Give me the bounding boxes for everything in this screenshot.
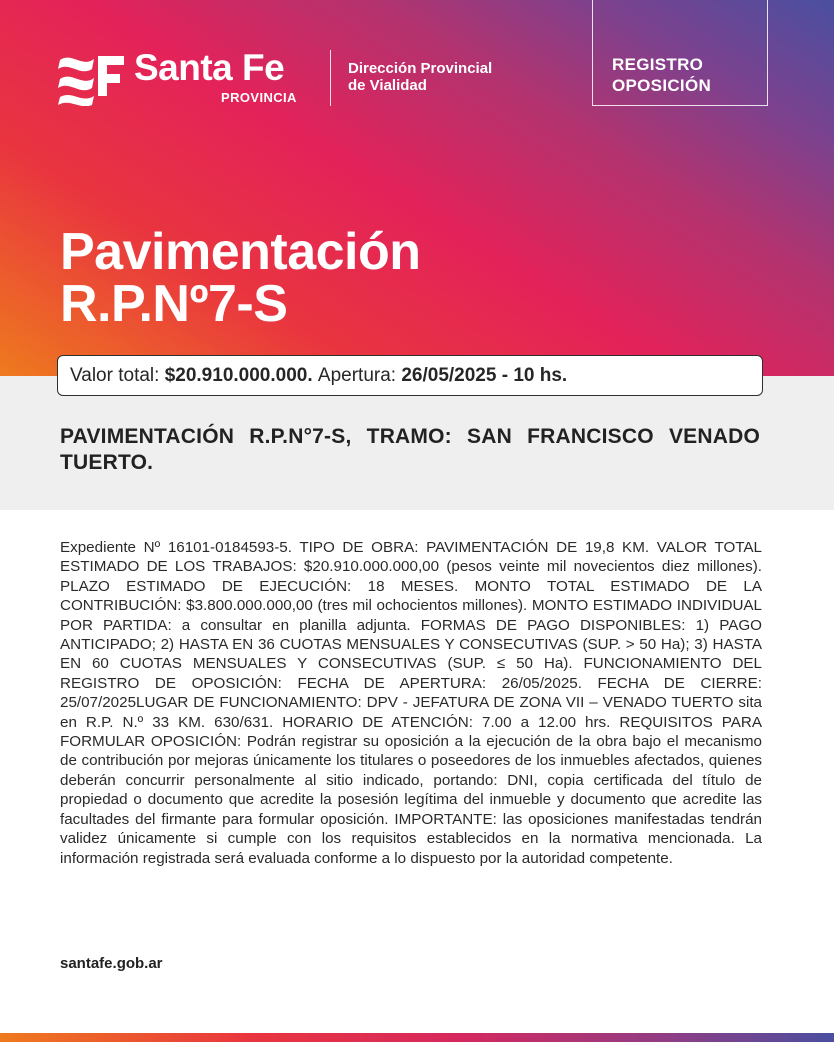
value-summary-box [57, 355, 763, 396]
agency-line-2: de Vialidad [348, 77, 427, 94]
santa-fe-stripes-icon [58, 50, 124, 106]
agency-name [348, 60, 492, 94]
registro-line-2: OPOSICIÓN [612, 76, 712, 95]
footer-gradient-bar [0, 1033, 834, 1042]
header-divider [330, 50, 331, 106]
value-amount: $20.910.000.000. [164, 364, 313, 386]
registro-line-1: REGISTRO [612, 55, 704, 74]
opening-date: 26/05/2025 - 10 hs. [401, 364, 568, 386]
project-subheading: PAVIMENTACIÓN R.P.N°7-S, TRAMO: SAN FRANCISCO VENADO TUERTO. [60, 425, 760, 474]
brand-name: Santa Fe [134, 47, 285, 88]
brand-subtitle: PROVINCIA [221, 90, 297, 105]
page-title [60, 223, 421, 333]
opening-label: Apertura: [317, 364, 397, 386]
value-label: Valor total: [70, 364, 160, 386]
santa-fe-logo [58, 46, 308, 110]
title-line-2: R.P.Nº7-S [60, 275, 288, 333]
registro-oposicion-label [612, 54, 711, 96]
website-link[interactable]: santafe.gob.ar [60, 955, 163, 972]
title-line-1: Pavimentación [60, 223, 421, 281]
notice-body: Expediente Nº 16101-0184593-5. TIPO DE OBRA: PAVIMENTACIÓN DE 19,8 KM. VALOR TOTAL ESTIMADO DE LOS TRABAJOS: $20.910.000.000,00 (pesos veinte mil novecientos diez millones). PLAZO ESTIMADO DE EJECUCIÓN: 18 MESES. MONTO TOTAL ESTIMADO DE LA CONTRIBUCIÓN: $3.800.000.000,00 (tres mil ochocientos millones). MONTO ESTIMADO INDIVIDUAL POR PARTIDA: a consultar en planilla adjunta. FORMAS DE PAGO DISPONIBLES: 1) PAGO ANTICIPADO; 2) HASTA EN 36 CUOTAS MENSUALES Y CONSECUTIVAS (SUP. > 50 Ha); 3) HASTA EN 60 CUOTAS MENSUALES Y CONSECUTIVAS (SUP. ≤ 50 Ha). FUNCIONAMIENTO DEL REGISTRO DE OPOSICIÓN: FECHA DE APERTURA: 26/05/2025. FECHA DE CIERRE: 25/07/2025LUGAR DE FUNCIONAMIENTO: DPV - JEFATURA DE ZONA VII – VENADO TUERTO sita en R.P. N.º 33 KM. 630/631. HORARIO DE ATENCIÓN: 7.00 a 12.00 hrs. REQUISITOS PARA FORMULAR OPOSICIÓN: Podrán registrar su oposición a la ejecución de la obra bajo el mecanismo de contribución por mejoras únicamente los titulares o poseedores de los inmuebles afectados, quienes deberán concurrir personalmente al sitio indicado, portando: DNI, copia certificada del título de propiedad o documento que acredite la posesión legítima del inmueble y documento que acredite las facultades del firmante para formular oposición. IMPORTANTE: las oposiciones manifestadas tendrán validez únicamente si cumple con los requisitos establecidos en la normativa mencionada. La información registrada será evaluada conforme a lo dispuesto por la autoridad competente. [60, 539, 762, 867]
agency-line-1: Dirección Provincial [348, 60, 493, 77]
